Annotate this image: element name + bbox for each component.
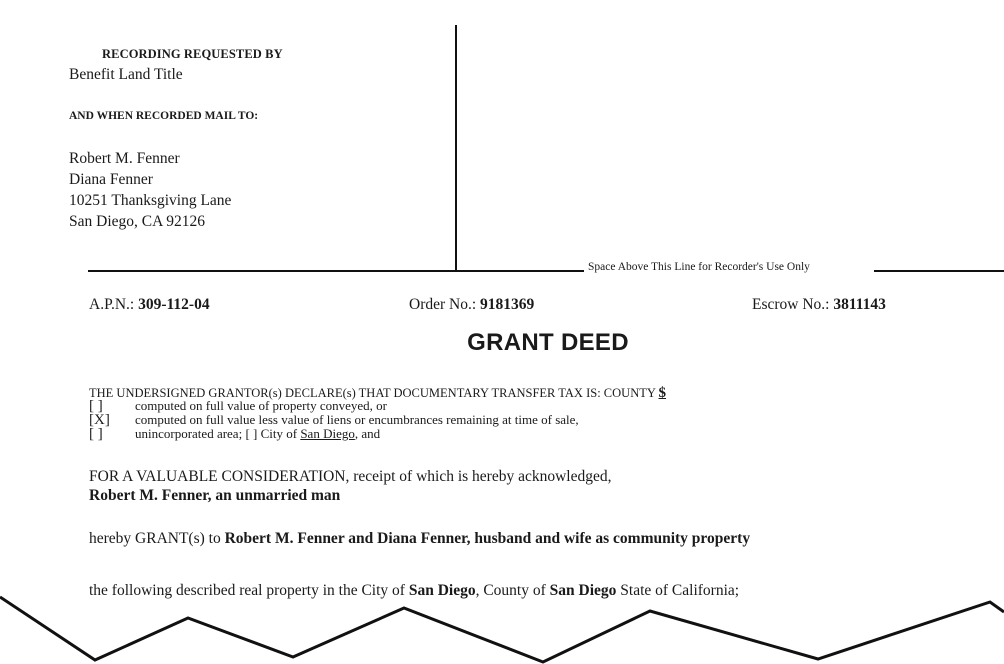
tax-option (89, 427, 380, 441)
mail-to-line: Robert M. Fenner (69, 150, 180, 167)
apn-field (89, 296, 210, 314)
order-field (409, 296, 534, 314)
property-prefix: the following described real property in the City of (89, 582, 409, 599)
checkbox-checked: [X] (89, 412, 110, 428)
mail-to-label: AND WHEN RECORDED MAIL TO: (69, 110, 259, 122)
checkbox: [ ] (89, 426, 103, 442)
option-text: unincorporated area; [ ] City of (135, 426, 301, 441)
property-mid: , County of (475, 582, 550, 599)
apn-value: 309-112-04 (138, 296, 210, 313)
mail-to-line: 10251 Thanksgiving Lane (69, 192, 232, 209)
tax-amount: $ (658, 385, 667, 401)
recorder-use-note: Space Above This Line for Recorder's Use Only (588, 261, 810, 273)
option-text: computed on full value less value of liens or encumbrances remaining at time of sale, (135, 412, 579, 427)
city-suffix: , and (354, 426, 381, 441)
recorder-line-left (88, 270, 584, 272)
property-county: San Diego (549, 582, 617, 599)
checkbox: [ ] (89, 398, 103, 414)
property-city: San Diego (408, 582, 476, 599)
city-value: San Diego (300, 426, 355, 441)
requested-by: Benefit Land Title (69, 66, 183, 83)
mail-to-line: San Diego, CA 92126 (69, 213, 206, 230)
escrow-value: 3811143 (833, 296, 886, 313)
grantees: Robert M. Fenner and Diana Fenner, husband and wife as community property (224, 530, 751, 547)
property-suffix: State of California; (616, 582, 740, 599)
order-value: 9181369 (480, 296, 535, 313)
tax-option (89, 399, 387, 413)
tax-option (89, 413, 579, 427)
grant-prefix: hereby GRANT(s) to (89, 530, 225, 547)
declaration-text: THE UNDERSIGNED GRANTOR(s) DECLARE(s) THAT DOCUMENTARY TRANSFER TAX IS: COUNTY (89, 386, 659, 400)
option-text: computed on full value of property conveyed, or (135, 398, 387, 413)
recorder-box-divider (455, 25, 457, 272)
grantor-name: Robert M. Fenner, an unmarried man (89, 487, 341, 504)
order-label: Order No.: (409, 296, 481, 313)
mail-to-line: Diana Fenner (69, 171, 153, 188)
document-title: GRANT DEED (467, 329, 629, 356)
recorder-line-right (874, 270, 1004, 272)
torn-edge-zigzag (0, 590, 1004, 664)
grant-clause (89, 530, 750, 548)
consideration-text: FOR A VALUABLE CONSIDERATION, receipt of which is hereby acknowledged, (89, 468, 612, 485)
apn-label: A.P.N.: (89, 296, 139, 313)
escrow-field (752, 296, 886, 314)
recording-requested-label: RECORDING REQUESTED BY (102, 47, 283, 61)
escrow-label: Escrow No.: (752, 296, 834, 313)
